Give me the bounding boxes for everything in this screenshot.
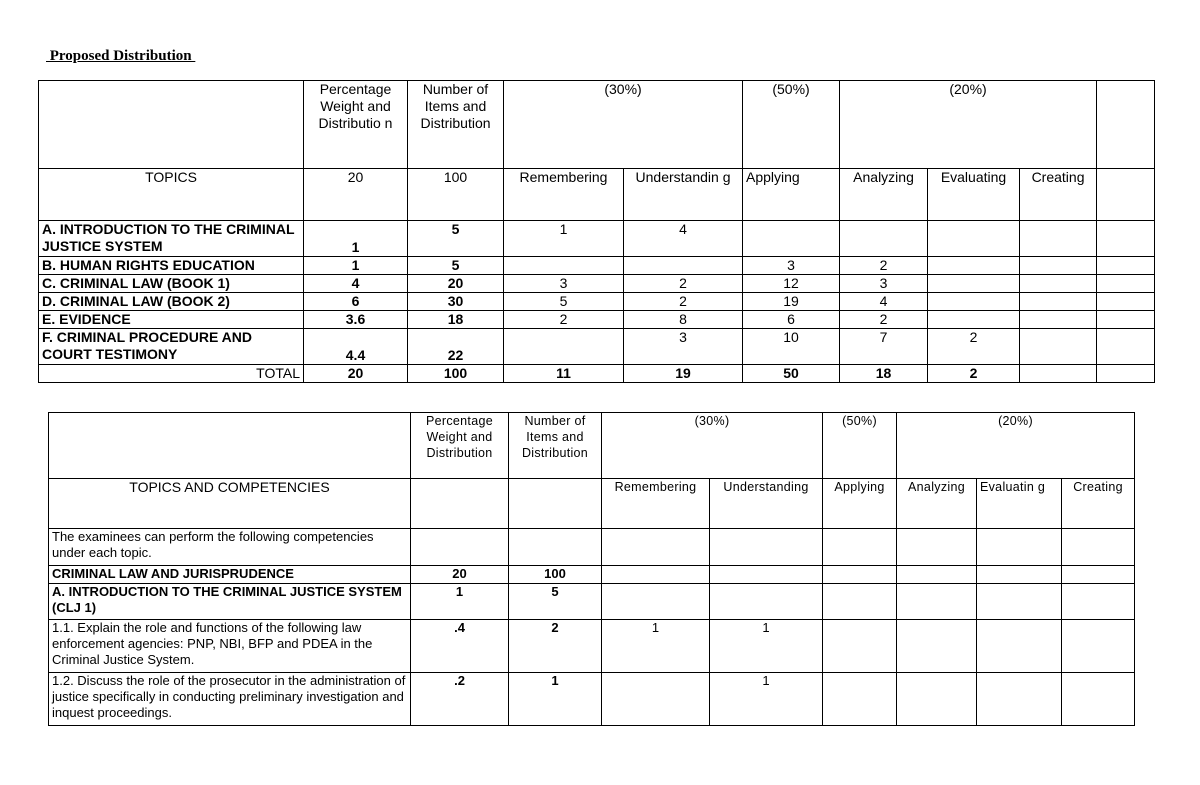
weight-cell: 20 (411, 566, 509, 584)
understanding-header: Understandin g (624, 169, 743, 221)
items-cell: 5 (408, 257, 504, 275)
items-cell: 20 (408, 275, 504, 293)
total-applying: 50 (743, 365, 840, 383)
remembering-header: Remembering (504, 169, 624, 221)
topics-header: TOPICS (39, 169, 304, 221)
remembering-cell: 5 (504, 293, 624, 311)
blank-cell (1097, 365, 1155, 383)
creating-cell (1020, 221, 1097, 257)
understanding-cell (710, 566, 823, 584)
applying-header: Applying (743, 169, 840, 221)
blank-cell (1097, 311, 1155, 329)
remembering-cell (602, 529, 710, 566)
items-cell: 22 (408, 329, 504, 365)
header-50-percent: (50%) (823, 413, 897, 479)
remembering-cell (504, 329, 624, 365)
header-blank-cell (49, 413, 411, 479)
applying-cell (743, 221, 840, 257)
creating-cell (1020, 257, 1097, 275)
table-row (49, 673, 1135, 726)
understanding-cell: 2 (624, 293, 743, 311)
total-weight-header: 20 (304, 169, 408, 221)
analyzing-cell: 2 (840, 311, 928, 329)
applying-header: Applying (823, 479, 897, 529)
applying-cell (823, 566, 897, 584)
topic-cell: D. CRIMINAL LAW (BOOK 2) (39, 293, 304, 311)
weight-cell: 6 (304, 293, 408, 311)
weight-cell (411, 529, 509, 566)
competency-cell: 1.2. Discuss the role of the prosecutor in the administration of justice specifically in conducting preliminary investigation and inquest proceedings. (49, 673, 411, 726)
table-row (49, 529, 1135, 566)
evaluating-cell (928, 221, 1020, 257)
weight-cell: .2 (411, 673, 509, 726)
evaluating-cell (977, 620, 1062, 673)
items-cell (509, 529, 602, 566)
header-percentage-weight: Percentage Weight and Distributio n (304, 81, 408, 169)
blank-cell (1097, 293, 1155, 311)
table-row (39, 329, 1155, 365)
topics-competencies-table (48, 412, 1135, 726)
analyzing-header: Analyzing (897, 479, 977, 529)
analyzing-cell: 3 (840, 275, 928, 293)
blank-cell (1097, 169, 1155, 221)
header-20-percent: (20%) (897, 413, 1135, 479)
understanding-cell: 3 (624, 329, 743, 365)
applying-cell (823, 673, 897, 726)
table-row (49, 620, 1135, 673)
creating-cell (1020, 311, 1097, 329)
creating-header: Creating (1062, 479, 1135, 529)
header-blank-cell (1097, 81, 1155, 169)
total-analyzing: 18 (840, 365, 928, 383)
items-cell: 2 (509, 620, 602, 673)
topic-cell: A. INTRODUCTION TO THE CRIMINAL JUSTICE SYSTEM (39, 221, 304, 257)
weight-cell: 3.6 (304, 311, 408, 329)
evaluating-header: Evaluating (928, 169, 1020, 221)
blank-cell (411, 479, 509, 529)
header-row (39, 81, 1155, 169)
creating-cell (1062, 529, 1135, 566)
header-percentage-weight: Percentage Weight and Distribution (411, 413, 509, 479)
evaluating-header: Evaluatin g (977, 479, 1062, 529)
header-blank-cell (39, 81, 304, 169)
applying-cell: 19 (743, 293, 840, 311)
table-row (49, 584, 1135, 620)
subheader-row (49, 479, 1135, 529)
total-row (39, 365, 1155, 383)
items-cell: 100 (509, 566, 602, 584)
subheader-row (39, 169, 1155, 221)
competency-cell: 1.1. Explain the role and functions of the following law enforcement agencies: PNP, NBI, BFP and PDEA in the Criminal Justice System. (49, 620, 411, 673)
table-row (49, 566, 1135, 584)
evaluating-cell (928, 275, 1020, 293)
remembering-cell: 1 (504, 221, 624, 257)
table-row (39, 257, 1155, 275)
header-row (49, 413, 1135, 479)
evaluating-cell (977, 529, 1062, 566)
evaluating-cell (928, 311, 1020, 329)
table-row (39, 311, 1155, 329)
analyzing-cell (840, 221, 928, 257)
evaluating-cell (928, 257, 1020, 275)
creating-cell (1020, 293, 1097, 311)
applying-cell: 3 (743, 257, 840, 275)
blank-cell (509, 479, 602, 529)
blank-cell (1097, 221, 1155, 257)
creating-cell (1020, 329, 1097, 365)
proposed-distribution-table (38, 80, 1155, 383)
header-50-percent: (50%) (743, 81, 840, 169)
document-title: Proposed Distribution (46, 48, 196, 64)
items-cell: 5 (509, 584, 602, 620)
analyzing-cell (897, 566, 977, 584)
total-weight: 20 (304, 365, 408, 383)
remembering-cell: 1 (602, 620, 710, 673)
total-items: 100 (408, 365, 504, 383)
blank-cell (1097, 257, 1155, 275)
header-number-of-items: Number of Items and Distribution (509, 413, 602, 479)
header-20-percent: (20%) (840, 81, 1097, 169)
items-cell: 1 (509, 673, 602, 726)
analyzing-cell: 4 (840, 293, 928, 311)
evaluating-cell (977, 584, 1062, 620)
remembering-cell: 3 (504, 275, 624, 293)
understanding-cell: 8 (624, 311, 743, 329)
remembering-cell (504, 257, 624, 275)
analyzing-cell: 7 (840, 329, 928, 365)
evaluating-cell (977, 566, 1062, 584)
understanding-cell: 4 (624, 221, 743, 257)
table-row (39, 221, 1155, 257)
items-cell: 5 (408, 221, 504, 257)
remembering-cell (602, 566, 710, 584)
applying-cell (823, 584, 897, 620)
understanding-header: Understanding (710, 479, 823, 529)
weight-cell: 4.4 (304, 329, 408, 365)
header-number-of-items: Number of Items and Distribution (408, 81, 504, 169)
creating-cell (1062, 584, 1135, 620)
header-30-percent: (30%) (504, 81, 743, 169)
remembering-cell (602, 673, 710, 726)
creating-cell (1062, 620, 1135, 673)
analyzing-cell: 2 (840, 257, 928, 275)
understanding-cell: 1 (710, 673, 823, 726)
understanding-cell (624, 257, 743, 275)
table-row (39, 293, 1155, 311)
weight-cell: 1 (411, 584, 509, 620)
total-remembering: 11 (504, 365, 624, 383)
understanding-cell: 2 (624, 275, 743, 293)
total-label: TOTAL (39, 365, 304, 383)
applying-cell (823, 620, 897, 673)
weight-cell: 1 (304, 221, 408, 257)
analyzing-cell (897, 584, 977, 620)
remembering-cell: 2 (504, 311, 624, 329)
understanding-cell: 1 (710, 620, 823, 673)
total-creating (1020, 365, 1097, 383)
total-items-header: 100 (408, 169, 504, 221)
applying-cell: 6 (743, 311, 840, 329)
weight-cell: .4 (411, 620, 509, 673)
applying-cell: 12 (743, 275, 840, 293)
header-30-percent: (30%) (602, 413, 823, 479)
remembering-header: Remembering (602, 479, 710, 529)
topic-cell: C. CRIMINAL LAW (BOOK 1) (39, 275, 304, 293)
applying-cell (823, 529, 897, 566)
understanding-cell (710, 584, 823, 620)
competency-intro-cell: The examinees can perform the following competencies under each topic. (49, 529, 411, 566)
topic-cell: B. HUMAN RIGHTS EDUCATION (39, 257, 304, 275)
blank-cell (1097, 329, 1155, 365)
evaluating-cell: 2 (928, 329, 1020, 365)
topic-cell: E. EVIDENCE (39, 311, 304, 329)
blank-cell (1097, 275, 1155, 293)
table-row (39, 275, 1155, 293)
weight-cell: 4 (304, 275, 408, 293)
evaluating-cell (928, 293, 1020, 311)
creating-cell (1020, 275, 1097, 293)
creating-cell (1062, 566, 1135, 584)
creating-cell (1062, 673, 1135, 726)
subject-cell: CRIMINAL LAW AND JURISPRUDENCE (49, 566, 411, 584)
remembering-cell (602, 584, 710, 620)
items-cell: 30 (408, 293, 504, 311)
applying-cell: 10 (743, 329, 840, 365)
items-cell: 18 (408, 311, 504, 329)
weight-cell: 1 (304, 257, 408, 275)
total-understanding: 19 (624, 365, 743, 383)
creating-header: Creating (1020, 169, 1097, 221)
topics-competencies-header: TOPICS AND COMPETENCIES (49, 479, 411, 529)
understanding-cell (710, 529, 823, 566)
analyzing-cell (897, 673, 977, 726)
topic-cell: A. INTRODUCTION TO THE CRIMINAL JUSTICE SYSTEM (CLJ 1) (49, 584, 411, 620)
evaluating-cell (977, 673, 1062, 726)
analyzing-header: Analyzing (840, 169, 928, 221)
analyzing-cell (897, 529, 977, 566)
analyzing-cell (897, 620, 977, 673)
total-evaluating: 2 (928, 365, 1020, 383)
topic-cell: F. CRIMINAL PROCEDURE AND COURT TESTIMONY (39, 329, 304, 365)
